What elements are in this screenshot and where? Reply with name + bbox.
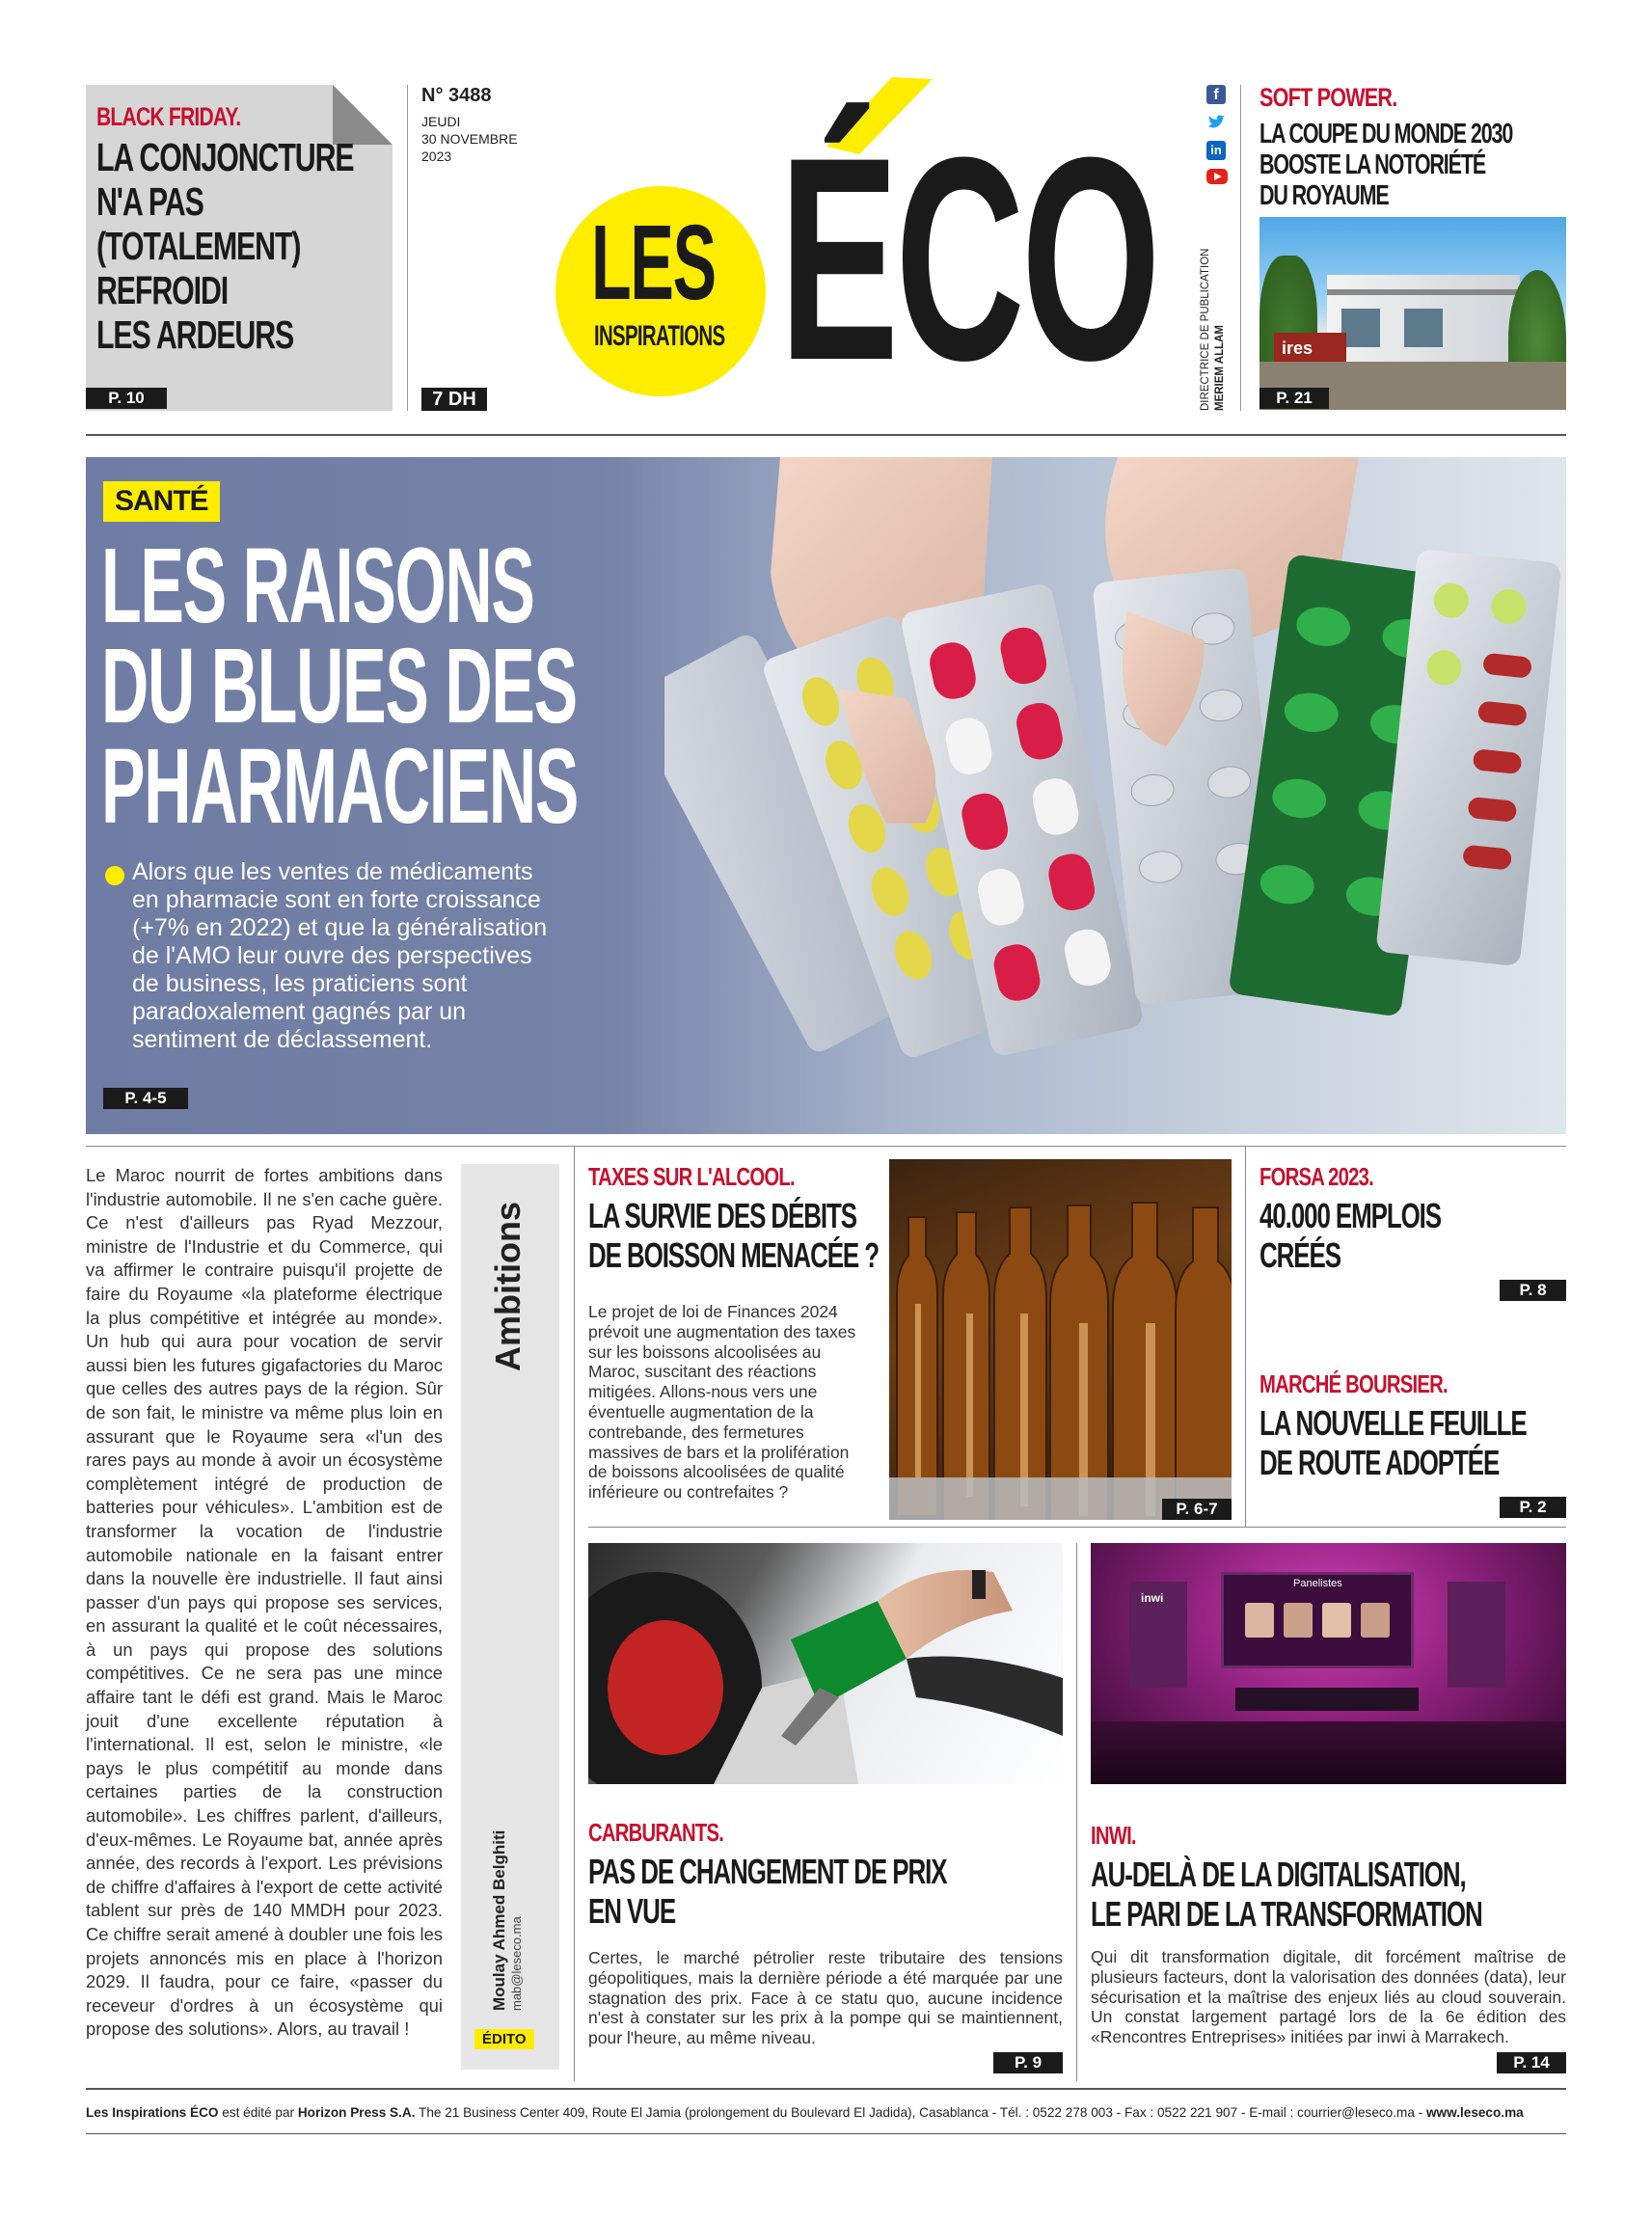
hero-tag: SANTÉ (103, 481, 220, 522)
forsa-article[interactable] (1259, 1162, 1566, 1275)
bourse-article[interactable] (1259, 1369, 1566, 1482)
edito-title: Ambitions (488, 1202, 528, 1371)
beer-bottles-image[interactable] (889, 1159, 1232, 1520)
youtube-icon[interactable] (1206, 169, 1228, 184)
carburants-title: PAS DE CHANGEMENT DE PRIX EN VUE (588, 1852, 947, 1931)
edito-author: Moulay Ahmed Belghiti mab@leseco.ma (490, 1829, 524, 2011)
inwi-screen-logo: inwi (1141, 1591, 1164, 1605)
logo-inspirations: INSPIRATIONS (594, 320, 725, 352)
logo-eco: ÉCO (779, 96, 1157, 420)
teaser-right-photo[interactable] (1259, 217, 1566, 410)
hero-lead: Alors que les ventes de médicaments en pharmacie sont en forte croissance (+7% en 2022) et que la généralisation de l'AMO leur ouvre des perspectives de business, les praticiens sont paradoxalement gagnés par un sentiment de déclassement. (132, 858, 548, 1053)
edito-label: ÉDITO (474, 2029, 534, 2049)
inwi-kicker: INWI. (1091, 1821, 1136, 1850)
screen-label: Panelistes (1293, 1578, 1342, 1589)
inwi-page[interactable]: P. 14 (1497, 2052, 1566, 2073)
teaser-left-kicker: BLACK FRIDAY. (96, 102, 241, 131)
carburants-kicker: CARBURANTS. (588, 1818, 724, 1847)
issue-info (421, 85, 518, 165)
footer: Les Inspirations ÉCO est édité par Horizon Press S.A. The 21 Business Center 409, Route El Jamia (prolongement du Boulevard El Jadida), Casablanca - Tél. : 0522 278 003 - Fax : 0522 221 907 - E-mail : courrier@leseco.ma - www.leseco.ma (86, 2105, 1524, 2120)
alcool-text: Le projet de loi de Finances 2024 prévoit une augmentation des taxes sur les boissons alcoolisées au Maroc, suscitant des réactions mitigées. Allons-nous vers une éventuelle augmentation de la contrebande, des fermetures massives de bars et la prolifération de boissons alcoolisées de qualité inférieure ou contrefaites ? (588, 1302, 856, 1503)
issue-day: JEUDI (421, 114, 461, 129)
teaser-right-page[interactable]: P. 21 (1259, 388, 1329, 409)
alcool-title: LA SURVIE DES DÉBITS DE BOISSON MENACÉE ? (588, 1196, 880, 1275)
fuel-pump-image[interactable] (588, 1543, 1063, 1784)
carburants-text: Certes, le marché pétrolier reste tributaire des tensions géopolitiques, mais la dernière période a été marquée par une stagnation des prix. Face à ce statu quo, aucune incidence n'est à constater sur les prix à la pompe qui se maintiennent, pour l'heure, au même niveau. (588, 1948, 1063, 2048)
social-icons (1206, 85, 1228, 184)
teaser-left-page[interactable]: P. 10 (86, 388, 167, 409)
issue-date: 30 NOVEMBRE (421, 131, 518, 147)
issue-year: 2023 (421, 149, 452, 164)
bourse-kicker: MARCHÉ BOURSIER. (1259, 1369, 1448, 1398)
footer-website[interactable]: www.leseco.ma (1425, 2105, 1524, 2120)
teaser-left-headline: LA CONJONCTURE N'A PAS (TOTALEMENT) REFROIDI LES ARDEURS (96, 135, 354, 357)
carburants-page[interactable]: P. 9 (993, 2052, 1063, 2073)
teaser-left-box[interactable] (86, 85, 393, 411)
logo-les: LES (591, 203, 716, 322)
linkedin-icon[interactable]: in (1206, 141, 1226, 160)
bourse-title: LA NOUVELLE FEUILLE DE ROUTE ADOPTÉE (1259, 1403, 1527, 1482)
issue-number: N° 3488 (421, 85, 492, 106)
facebook-icon[interactable]: f (1206, 85, 1226, 104)
director-credit: DIRECTRICE DE PUBLICATION MERIEM ALLAM (1200, 248, 1226, 411)
forsa-page[interactable]: P. 8 (1500, 1280, 1566, 1301)
ires-sign: ires (1274, 333, 1346, 364)
hero-section[interactable] (86, 457, 1566, 1134)
inwi-text: Qui dit transformation digitale, dit forcément maîtrise de plusieurs facteurs, dont la valorisation des données (data), leur sécurisation et la maîtrise des enjeux liés au cloud souverain. Un constat largement partagé lors de la 6e édition des «Rencontres Entreprises» initiées par inwi à Marrakech. (1091, 1947, 1566, 2047)
logo[interactable] (552, 77, 1157, 420)
carburants-article[interactable] (588, 1818, 1063, 2048)
inwi-title: AU-DELÀ DE LA DIGITALISATION, LE PARI DE LA TRANSFORMATION (1091, 1855, 1482, 1934)
edito-text: Le Maroc nourrit de fortes ambitions dans l'industrie automobile. Il ne s'en cache guère. Ce n'est d'ailleurs pas Ryad Mezzour, ministre de l'Industrie et du Commerce, qui va affirmer le contraire puisqu'il projette de faire du Royaume «la plateforme électrique la plus compétitive et intégrée au monde». Un hub qui aura pour vocation de servir aussi bien les futures gigafactories du Maroc que celles des autres pays de la région. Sûr de son fait, le ministre va même plus loin en assurant que le Royaume sera «l'un des rares pays au monde à avoir un écosystème complètement intégré de production de batteries pour véhicules». L'ambition est de transformer la vocation de l'industrie automobile nationale en la faisant entrer dans la nouvelle ère industrielle. Il faut ainsi passer d'un pays qui propose ses services, en assurant la qualité et le coût nécessaires, à un pays qui propose des solutions compétitives. Ce ne sera pas une mince affaire tant le défi est grand. Mais le Maroc jouit d'une excellente réputation à l'international. Il est, selon le ministre, «le pays le plus compétitif au monde dans certaines parties de la construction automobile». Les chiffres parlent, d'ailleurs, d'eux-mêmes. Le Royaume bat, année après année, des records à l'export. Les prévisions de chiffre d'affaires à l'export de cette activité tablent sur près de 140 MMDH pour 2023. Ce chiffre serait amené à doubler une fois les projets annoncés mis en place à l'horizon 2029. Il faudra, pour ce faire, «passer du receveur d'ordres à un écosystème qui propose des solutions». Alors, au travail ! (86, 1165, 443, 2040)
conference-image[interactable] (1091, 1543, 1566, 1784)
alcool-page[interactable]: P. 6-7 (1162, 1499, 1232, 1520)
teaser-right-headline: LA COUPE DU MONDE 2030 BOOSTE LA NOTORIÉTÉ DU ROYAUME (1259, 119, 1513, 211)
hero-bullet-icon (105, 866, 124, 885)
forsa-title: 40.000 EMPLOIS CRÉÉS (1259, 1196, 1442, 1275)
hero-page[interactable]: P. 4-5 (103, 1088, 188, 1109)
hero-title: LES RAISONS DU BLUES DES PHARMACIENS (101, 527, 579, 846)
bourse-page[interactable]: P. 2 (1500, 1497, 1566, 1518)
teaser-right-kicker: SOFT POWER. (1259, 83, 1397, 112)
twitter-icon[interactable] (1206, 113, 1226, 132)
alcool-kicker: TAXES SUR L'ALCOOL. (588, 1162, 795, 1191)
edito-sidebar (461, 1164, 559, 2070)
forsa-kicker: FORSA 2023. (1259, 1162, 1374, 1191)
price-badge: 7 DH (421, 388, 487, 411)
alcool-article[interactable] (588, 1162, 878, 1503)
inwi-article[interactable] (1091, 1821, 1566, 2047)
masthead-divider (86, 434, 1566, 436)
teaser-right[interactable] (1259, 83, 1568, 211)
